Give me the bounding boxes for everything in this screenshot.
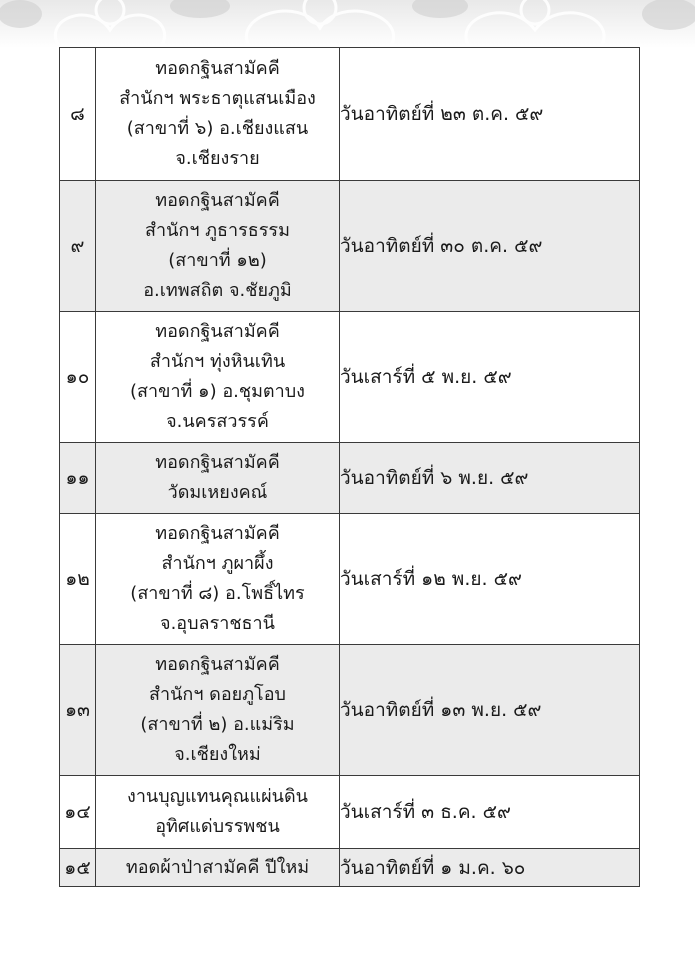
table-row — [60, 48, 640, 181]
row-number: ๙ — [60, 181, 96, 312]
event-date: วันเสาร์ที่ ๓ ธ.ค. ๕๙ — [340, 776, 640, 849]
event-cell — [96, 312, 340, 443]
event-line: ทอดกฐินสามัคคี — [155, 452, 280, 473]
table-row — [60, 443, 640, 514]
event-line: สำนักฯ ทุ่งหินเทิน — [149, 351, 286, 372]
table-row — [60, 181, 640, 312]
event-line: (สาขาที่ ๘) อ.โพธิ์ไทร — [130, 583, 305, 604]
event-date: วันอาทิตย์ที่ ๒๓ ต.ค. ๕๙ — [340, 48, 640, 181]
row-number: ๑๐ — [60, 312, 96, 443]
event-cell — [96, 514, 340, 645]
table-row — [60, 849, 640, 887]
event-line: (สาขาที่ ๖) อ.เชียงแสน — [126, 118, 309, 139]
event-cell — [96, 776, 340, 849]
row-number: ๑๑ — [60, 443, 96, 514]
event-cell — [96, 48, 340, 181]
event-line: (สาขาที่ ๑๒) — [168, 250, 267, 271]
event-cell — [96, 181, 340, 312]
table-row — [60, 312, 640, 443]
event-line: ทอดกฐินสามัคคี — [155, 58, 280, 79]
event-line: สำนักฯ ภูธารธรรม — [145, 220, 290, 241]
event-line: งานบุญแทนคุณแผ่นดิน — [127, 786, 308, 807]
event-line: อุทิศแด่บรรพชน — [155, 816, 280, 837]
event-line: ทอดกฐินสามัคคี — [155, 321, 280, 342]
row-number: ๘ — [60, 48, 96, 181]
event-date: วันอาทิตย์ที่ ๑๓ พ.ย. ๕๙ — [340, 645, 640, 776]
row-number: ๑๕ — [60, 849, 96, 887]
event-date: วันอาทิตย์ที่ ๖ พ.ย. ๕๙ — [340, 443, 640, 514]
event-date: วันอาทิตย์ที่ ๓๐ ต.ค. ๕๙ — [340, 181, 640, 312]
event-line: จ.เชียงใหม่ — [174, 744, 261, 765]
event-line: จ.อุบลราชธานี — [160, 613, 275, 634]
row-number: ๑๒ — [60, 514, 96, 645]
table-row — [60, 645, 640, 776]
event-line: จ.นครสวรรค์ — [166, 411, 269, 432]
event-date: วันอาทิตย์ที่ ๑ ม.ค. ๖๐ — [340, 849, 640, 887]
lotus-flower-pattern-icon — [0, 0, 695, 48]
event-date: วันเสาร์ที่ ๕ พ.ย. ๕๙ — [340, 312, 640, 443]
event-line: สำนักฯ ภูผาผึ้ง — [161, 553, 274, 574]
event-cell — [96, 849, 340, 887]
event-line: สำนักฯ พระธาตุแสนเมือง — [119, 88, 316, 109]
event-line: (สาขาที่ ๑) อ.ชุมตาบง — [130, 381, 305, 402]
event-line: ทอดกฐินสามัคคี — [155, 523, 280, 544]
row-number: ๑๔ — [60, 776, 96, 849]
event-line: ทอดกฐินสามัคคี — [155, 654, 280, 675]
event-cell — [96, 645, 340, 776]
event-line: อ.เทพสถิต จ.ชัยภูมิ — [143, 280, 292, 301]
event-schedule-table — [59, 47, 640, 887]
table-row — [60, 514, 640, 645]
event-line: สำนักฯ ดอยภูโอบ — [149, 684, 286, 705]
event-line: ทอดกฐินสามัคคี — [155, 190, 280, 211]
event-line: ทอดผ้าป่าสามัคคี ปีใหม่ — [125, 856, 310, 878]
event-line: (สาขาที่ ๒) อ.แม่ริม — [140, 714, 295, 735]
event-line: จ.เชียงราย — [175, 148, 260, 169]
event-line: วัดมเหยงคณ์ — [167, 482, 268, 503]
event-date: วันเสาร์ที่ ๑๒ พ.ย. ๕๙ — [340, 514, 640, 645]
table-row — [60, 776, 640, 849]
row-number: ๑๓ — [60, 645, 96, 776]
event-cell — [96, 443, 340, 514]
